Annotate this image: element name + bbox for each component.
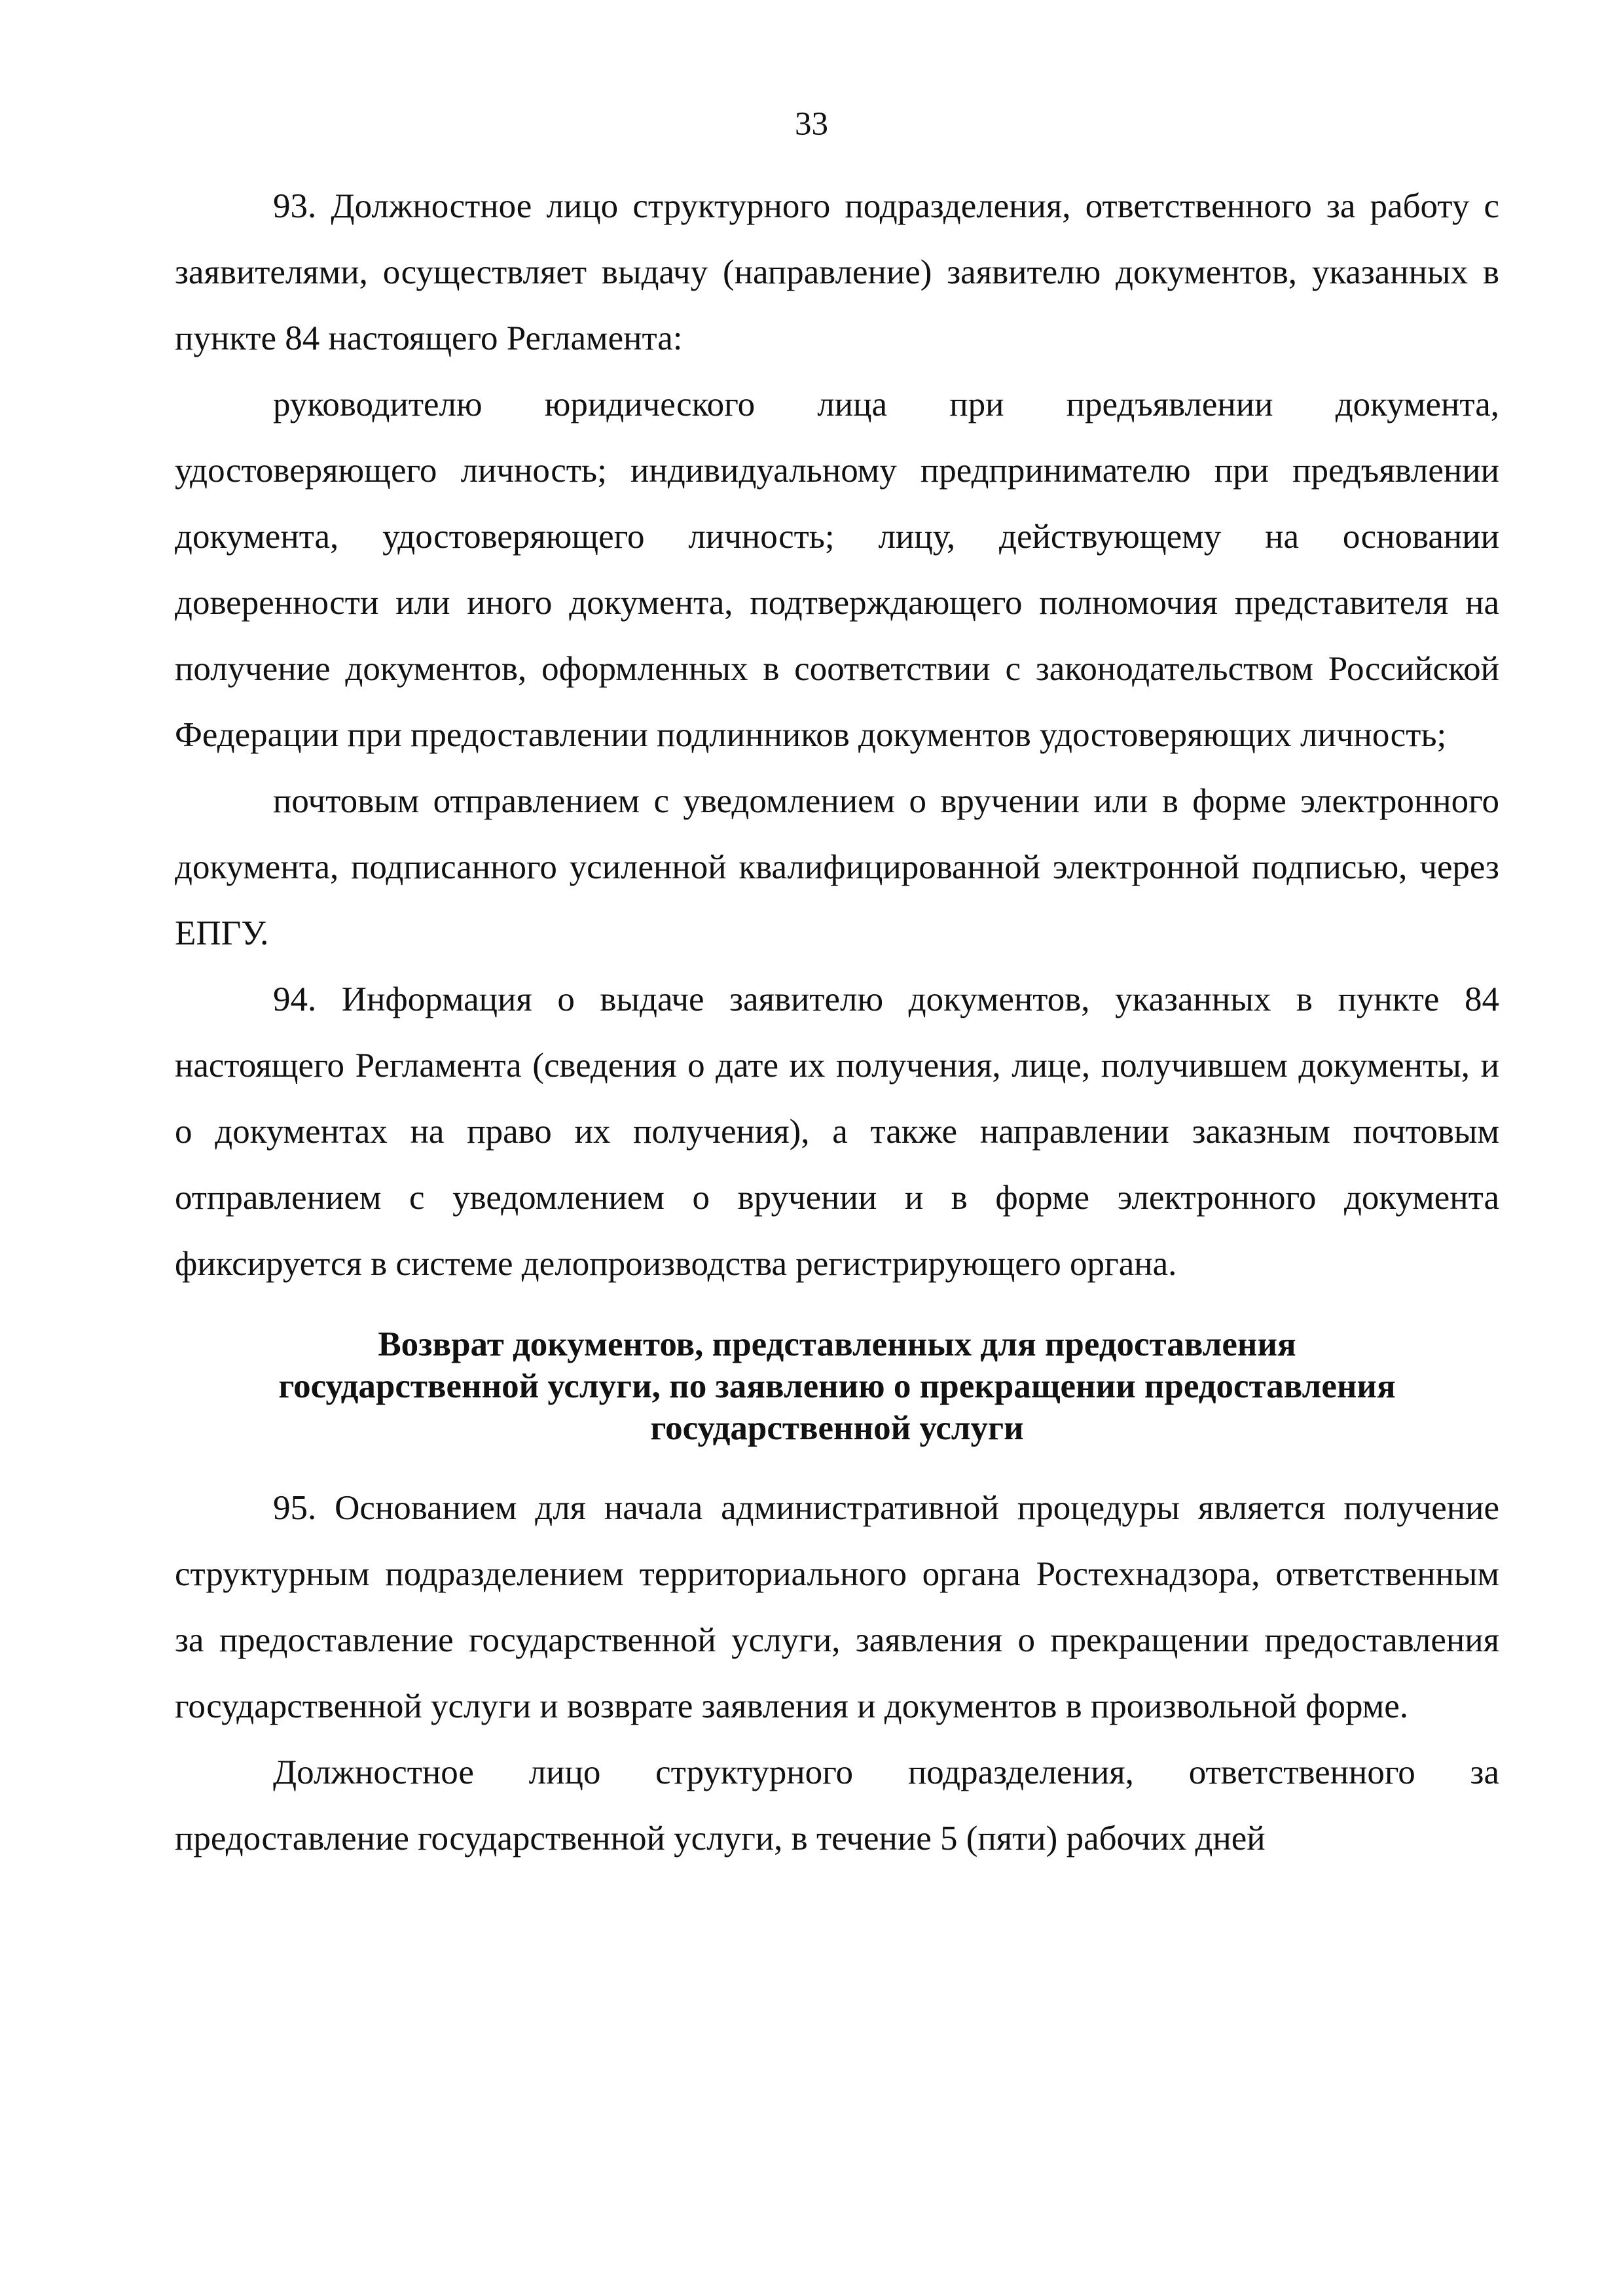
heading-spacer — [175, 1449, 1499, 1475]
paragraph-official-duties: Должностное лицо структурного подразделения, ответственного за предоставление государственной услуги, в течение 5 (пяти) рабочих дней — [175, 1753, 1499, 1857]
document-body — [175, 173, 1499, 1872]
section-heading — [175, 1323, 1499, 1449]
section-heading-line-1: Возврат документов, представленных для предоставления — [378, 1325, 1296, 1363]
paragraph-94: 94. Информация о выдаче заявителю документов, указанных в пункте 84 настоящего Регламента (сведения о дате их получения, лице, получившем документы, и о документах на право их получения), а также направлении заказным почтовым отправлением с уведомлением о вручении и в форме электронного документа фиксируется в системе делопроизводства регистрирующего органа. — [175, 980, 1499, 1283]
paragraph-93: 93. Должностное лицо структурного подразделения, ответственного за работу с заявителями, осуществляет выдачу (направление) заявителю документов, указанных в пункте 84 настоящего Регламента: — [175, 187, 1499, 357]
section-heading-line-2: государственной услуги, по заявлению о прекращении предоставления — [278, 1367, 1396, 1405]
paragraph-legal-entity-delivery: руководителю юридического лица при предъявлении документа, удостоверяющего личность; индивидуальному предпринимателю при предъявлении документа, удостоверяющего личность; лицу, действующему на основании доверенности или иного документа, подтверждающего полномочия представителя на получение документов, оформленных в соответствии с законодательством Российской Федерации при предоставлении подлинников документов удостоверяющих личность; — [175, 386, 1499, 754]
paragraph-postal-delivery: почтовым отправлением с уведомлением о вручении или в форме электронного документа, подписанного усиленной квалифицированной электронной подписью, через ЕПГУ. — [175, 782, 1499, 952]
paragraph-95: 95. Основанием для начала административной процедуры является получение структурным подразделением территориального органа Ростехнадзора, ответственным за предоставление государственной услуги, заявления о прекращении предоставления государственной услуги и возврате заявления и документов в произвольной форме. — [175, 1489, 1499, 1725]
section-heading-line-3: государственной услуги — [650, 1409, 1024, 1447]
page-number: 33 — [795, 106, 828, 143]
